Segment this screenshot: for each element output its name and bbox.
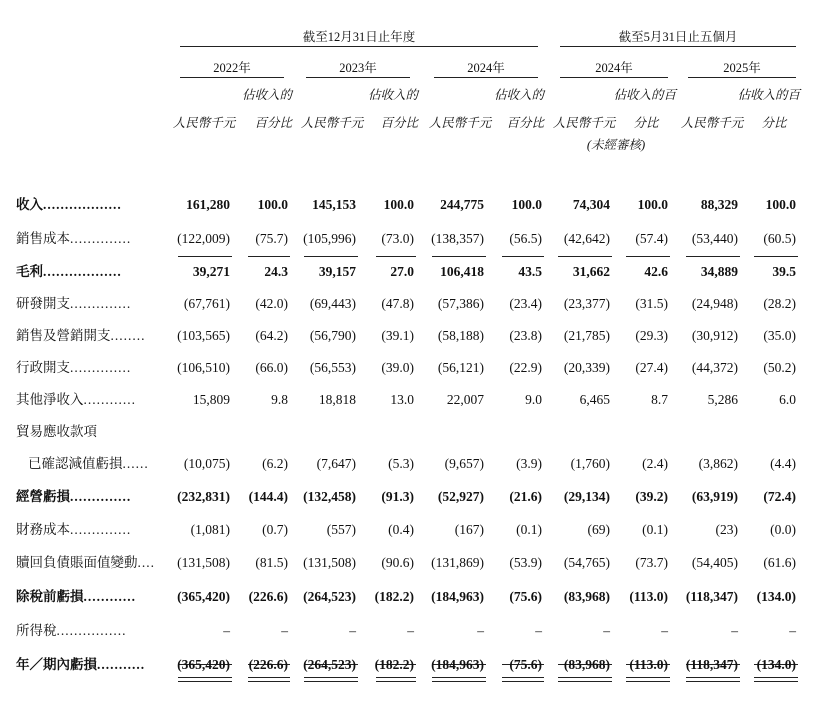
- row-label-leader: ......: [122, 456, 149, 471]
- year-header-2024: 2024年: [467, 61, 505, 75]
- table-cell: 22,007: [446, 392, 484, 407]
- table-cell: (66.0): [255, 360, 288, 375]
- table-cell: 106,418: [440, 264, 484, 279]
- table-cell: (131,508): [303, 555, 356, 570]
- unit-pct-2024-line1: 佔收入的: [494, 88, 545, 102]
- row-label-text: 銷售成本: [16, 231, 70, 246]
- table-cell: (138,357): [431, 231, 484, 246]
- table-cell: 100.0: [383, 197, 414, 212]
- table-cell: (182.2): [374, 657, 414, 672]
- table-cell: 39.5: [772, 264, 796, 279]
- table-cell: (53.9): [509, 555, 542, 570]
- row-label-text: 所得稅: [16, 623, 57, 638]
- table-cell: (103,565): [177, 328, 230, 343]
- table-cell: (83,968): [563, 589, 610, 604]
- table-cell: (20,339): [563, 360, 610, 375]
- table-cell: (4.4): [770, 456, 796, 471]
- table-cell: (23.8): [509, 328, 542, 343]
- year-header-2023: 2023年: [339, 61, 377, 75]
- unit-pct-2024-line2: 百分比: [506, 116, 544, 130]
- table-cell: (134.0): [756, 657, 796, 672]
- table-cell: (365,420): [177, 657, 230, 672]
- table-cell: 8.7: [651, 392, 668, 407]
- year-underline-2024: [434, 77, 538, 78]
- table-cell: 6,465: [579, 392, 610, 407]
- total-double-underline: [376, 677, 416, 678]
- table-cell: (29,134): [563, 489, 610, 504]
- subtotal-underline: [626, 256, 670, 257]
- total-double-underline: [558, 681, 612, 682]
- row-label: [16, 228, 131, 250]
- unit-pct-2024-five-months-line1: 佔收入的百: [613, 88, 676, 102]
- table-cell: (118,347): [685, 589, 738, 604]
- table-cell: (131,869): [431, 555, 484, 570]
- period-underline-full-year: [180, 46, 538, 47]
- row-label-text: 贖回負債賬面值變動: [16, 555, 138, 570]
- table-cell: (557): [326, 522, 356, 537]
- table-cell: (0.1): [642, 522, 668, 537]
- table-cell: (23.4): [509, 296, 542, 311]
- table-row: [0, 620, 831, 642]
- row-label-text: 除稅前虧損: [16, 589, 84, 604]
- table-cell: (56,121): [437, 360, 484, 375]
- subtotal-underline: [502, 256, 544, 257]
- row-label-text: 其他淨收入: [16, 392, 84, 407]
- table-cell: –: [603, 623, 610, 638]
- table-cell: 13.0: [390, 392, 414, 407]
- table-cell: –: [223, 623, 230, 638]
- table-cell: (106,510): [177, 360, 230, 375]
- table-row: [0, 586, 831, 608]
- table-cell: 161,280: [186, 197, 230, 212]
- subtotal-underline: [376, 256, 416, 257]
- table-cell: (7,647): [316, 456, 356, 471]
- table-cell: (21.6): [509, 489, 542, 504]
- table-row: [0, 293, 831, 315]
- table-cell: 145,153: [312, 197, 356, 212]
- table-cell: (182.2): [374, 589, 414, 604]
- total-double-underline: [178, 681, 232, 682]
- table-row: [0, 261, 831, 283]
- table-cell: (23): [715, 522, 738, 537]
- unit-rmb-2025: 人民幣千元: [680, 116, 744, 130]
- unit-rmb-2024: 人民幣千元: [428, 116, 492, 130]
- table-cell: 100.0: [765, 197, 796, 212]
- period-header-five-months: 截至5月31日止五個月: [618, 30, 738, 44]
- total-double-underline: [432, 681, 486, 682]
- table-cell: (131,508): [177, 555, 230, 570]
- table-row: [0, 389, 831, 411]
- row-label-leader: ........: [110, 328, 146, 343]
- table-cell: –: [407, 623, 414, 638]
- table-cell: –: [661, 623, 668, 638]
- row-label-text: 毛利: [16, 264, 43, 279]
- table-cell: 100.0: [637, 197, 668, 212]
- table-cell: 244,775: [440, 197, 484, 212]
- table-row: [0, 228, 831, 250]
- table-row: [0, 421, 831, 443]
- table-cell: (60.5): [763, 231, 796, 246]
- table-cell: (5.3): [388, 456, 414, 471]
- table-cell: (73.7): [635, 555, 668, 570]
- table-cell: (105,996): [303, 231, 356, 246]
- year-underline-2024-five-months: [560, 77, 668, 78]
- table-cell: (0.4): [388, 522, 414, 537]
- year-underline-2022: [180, 77, 284, 78]
- table-cell: (118,347): [685, 657, 738, 672]
- table-cell: (83,968): [563, 657, 610, 672]
- table-cell: (42.0): [255, 296, 288, 311]
- unit-pct-2023-line1: 佔收入的: [368, 88, 419, 102]
- table-cell: (35.0): [763, 328, 796, 343]
- table-cell: 9.8: [271, 392, 288, 407]
- table-cell: (3.9): [516, 456, 542, 471]
- table-cell: (27.4): [635, 360, 668, 375]
- unit-pct-2025-line1: 佔收入的百: [737, 88, 800, 102]
- row-label: [16, 293, 131, 315]
- row-label: [16, 389, 136, 411]
- table-cell: (144.4): [248, 489, 288, 504]
- table-cell: (9,657): [444, 456, 484, 471]
- table-cell: 5,286: [707, 392, 738, 407]
- table-cell: (63,919): [691, 489, 738, 504]
- table-cell: 42.6: [644, 264, 668, 279]
- table-row: [0, 552, 831, 574]
- table-cell: 100.0: [511, 197, 542, 212]
- total-double-underline: [502, 681, 544, 682]
- table-row: [0, 519, 831, 541]
- table-cell: (6.2): [262, 456, 288, 471]
- row-label-leader: ..............: [70, 296, 132, 311]
- table-cell: (67,761): [183, 296, 230, 311]
- table-cell: 100.0: [257, 197, 288, 212]
- row-label: [16, 357, 131, 379]
- row-label-text: 已確認減值虧損: [28, 456, 123, 471]
- table-cell: (2.4): [642, 456, 668, 471]
- subtotal-underline: [178, 256, 232, 257]
- table-row: [0, 357, 831, 379]
- unit-pct-2024-five-months-line2: 分比: [633, 116, 659, 130]
- unit-pct-2023-line2: 百分比: [380, 116, 418, 130]
- total-double-underline: [502, 677, 544, 678]
- table-cell: –: [535, 623, 542, 638]
- table-cell: (232,831): [177, 489, 230, 504]
- total-double-underline: [558, 677, 612, 678]
- row-label-leader: ..............: [70, 360, 132, 375]
- table-cell: (30,912): [691, 328, 738, 343]
- table-row: [0, 325, 831, 347]
- row-label: [16, 586, 136, 608]
- year-header-2022: 2022年: [213, 61, 251, 75]
- table-cell: (39.0): [381, 360, 414, 375]
- total-double-underline: [248, 681, 290, 682]
- table-cell: (29.3): [635, 328, 668, 343]
- table-cell: (54,765): [563, 555, 610, 570]
- row-label-text: 年／期內虧損: [16, 657, 97, 672]
- table-cell: (1,760): [570, 456, 610, 471]
- table-cell: (39.1): [381, 328, 414, 343]
- table-cell: (75.6): [509, 657, 542, 672]
- row-label: [16, 519, 131, 541]
- unit-pct-2022-line1: 佔收入的: [242, 88, 293, 102]
- row-label: [16, 421, 97, 443]
- table-cell: (50.2): [763, 360, 796, 375]
- table-cell: (113.0): [629, 657, 668, 672]
- row-label-text: 收入: [16, 197, 43, 212]
- unit-rmb-2022: 人民幣千元: [172, 116, 236, 130]
- table-cell: (56,553): [309, 360, 356, 375]
- table-row: [0, 654, 831, 676]
- total-double-underline: [754, 681, 798, 682]
- row-label: [16, 654, 145, 676]
- total-double-underline: [178, 677, 232, 678]
- table-cell: (134.0): [756, 589, 796, 604]
- table-cell: (90.6): [381, 555, 414, 570]
- table-cell: (0.0): [770, 522, 796, 537]
- row-label: [16, 261, 122, 283]
- table-cell: 34,889: [700, 264, 738, 279]
- table-cell: 39,271: [192, 264, 230, 279]
- unit-pct-2022-line2: 百分比: [254, 116, 292, 130]
- table-cell: 88,329: [700, 197, 738, 212]
- row-label-text: 貿易應收款項: [16, 424, 97, 439]
- table-row: [0, 453, 831, 475]
- row-label-text: 研發開支: [16, 296, 70, 311]
- total-double-underline: [248, 677, 290, 678]
- year-underline-2023: [306, 77, 410, 78]
- table-cell: (23,377): [563, 296, 610, 311]
- year-underline-2025: [688, 77, 796, 78]
- table-cell: (81.5): [255, 555, 288, 570]
- total-double-underline: [376, 681, 416, 682]
- table-cell: (57.4): [635, 231, 668, 246]
- row-label-text: 銷售及營銷開支: [16, 328, 111, 343]
- table-cell: (122,009): [177, 231, 230, 246]
- table-cell: (64.2): [255, 328, 288, 343]
- table-cell: (1,081): [190, 522, 230, 537]
- table-cell: 18,818: [318, 392, 356, 407]
- table-cell: 15,809: [192, 392, 230, 407]
- table-cell: (69): [587, 522, 610, 537]
- table-cell: 43.5: [518, 264, 542, 279]
- table-cell: (226.6): [248, 657, 288, 672]
- row-label-leader: ............: [83, 589, 136, 604]
- table-cell: (72.4): [763, 489, 796, 504]
- table-cell: (44,372): [691, 360, 738, 375]
- row-label-leader: ..............: [70, 522, 132, 537]
- row-label: [16, 194, 122, 216]
- row-label-leader: ...........: [97, 657, 146, 672]
- year-header-2025: 2025年: [723, 61, 761, 75]
- total-double-underline: [626, 681, 670, 682]
- total-double-underline: [686, 677, 740, 678]
- table-cell: (184,963): [431, 657, 484, 672]
- table-cell: –: [281, 623, 288, 638]
- row-label: [16, 620, 127, 642]
- row-label-leader: ..................: [43, 264, 122, 279]
- table-cell: 27.0: [390, 264, 414, 279]
- table-cell: (39.2): [635, 489, 668, 504]
- unit-rmb-2024-five-months: 人民幣千元: [552, 116, 616, 130]
- table-cell: (167): [454, 522, 484, 537]
- table-cell: (57,386): [437, 296, 484, 311]
- total-double-underline: [304, 681, 358, 682]
- row-label-leader: ..............: [70, 231, 132, 246]
- table-cell: 74,304: [572, 197, 610, 212]
- table-cell: –: [731, 623, 738, 638]
- table-cell: (61.6): [763, 555, 796, 570]
- year-header-2024-five-months: 2024年: [595, 61, 633, 75]
- total-double-underline: [686, 681, 740, 682]
- row-label: [28, 453, 149, 475]
- table-cell: (184,963): [431, 589, 484, 604]
- table-cell: (113.0): [629, 589, 668, 604]
- table-cell: 39,157: [318, 264, 356, 279]
- row-label-text: 經營虧損: [16, 489, 70, 504]
- total-double-underline: [754, 677, 798, 678]
- table-cell: (226.6): [248, 589, 288, 604]
- table-cell: 6.0: [779, 392, 796, 407]
- unaudited-note: (未經審核): [586, 138, 646, 152]
- row-label-leader: ............: [83, 392, 136, 407]
- table-row: [0, 194, 831, 216]
- row-label-leader: ................: [56, 623, 127, 638]
- table-cell: (42,642): [563, 231, 610, 246]
- row-label-leader: ..................: [43, 197, 122, 212]
- total-double-underline: [432, 677, 486, 678]
- table-cell: (22.9): [509, 360, 542, 375]
- row-label: [16, 325, 146, 347]
- row-label: [16, 552, 155, 574]
- table-cell: (3,862): [698, 456, 738, 471]
- table-cell: (28.2): [763, 296, 796, 311]
- subtotal-underline: [304, 256, 358, 257]
- row-label-leader: ....: [137, 555, 155, 570]
- table-cell: 24.3: [264, 264, 288, 279]
- period-header-full-year: 截至12月31日止年度: [302, 30, 416, 44]
- table-cell: (73.0): [381, 231, 414, 246]
- subtotal-underline: [754, 256, 798, 257]
- table-cell: (56.5): [509, 231, 542, 246]
- total-double-underline: [304, 677, 358, 678]
- row-label: [16, 486, 131, 508]
- table-cell: (47.8): [381, 296, 414, 311]
- table-cell: (54,405): [691, 555, 738, 570]
- table-cell: (56,790): [309, 328, 356, 343]
- subtotal-underline: [432, 256, 486, 257]
- table-cell: (0.7): [262, 522, 288, 537]
- table-row: [0, 486, 831, 508]
- table-cell: (69,443): [309, 296, 356, 311]
- table-cell: (75.6): [509, 589, 542, 604]
- table-cell: (132,458): [303, 489, 356, 504]
- unit-pct-2025-line2: 分比: [761, 116, 787, 130]
- table-cell: (75.7): [255, 231, 288, 246]
- table-cell: (264,523): [303, 657, 356, 672]
- table-cell: 9.0: [525, 392, 542, 407]
- table-cell: (24,948): [691, 296, 738, 311]
- table-cell: (31.5): [635, 296, 668, 311]
- row-label-text: 財務成本: [16, 522, 70, 537]
- subtotal-underline: [558, 256, 612, 257]
- table-cell: –: [477, 623, 484, 638]
- period-underline-five-months: [560, 46, 796, 47]
- row-label-leader: ..............: [70, 489, 132, 504]
- subtotal-underline: [686, 256, 740, 257]
- table-cell: (53,440): [691, 231, 738, 246]
- table-cell: (0.1): [516, 522, 542, 537]
- total-double-underline: [626, 677, 670, 678]
- table-cell: (58,188): [437, 328, 484, 343]
- unit-rmb-2023: 人民幣千元: [300, 116, 364, 130]
- table-cell: (91.3): [381, 489, 414, 504]
- table-cell: (264,523): [303, 589, 356, 604]
- table-cell: (10,075): [183, 456, 230, 471]
- table-cell: 31,662: [572, 264, 610, 279]
- table-cell: –: [789, 623, 796, 638]
- table-cell: (52,927): [437, 489, 484, 504]
- table-cell: (21,785): [563, 328, 610, 343]
- subtotal-underline: [248, 256, 290, 257]
- table-cell: (365,420): [177, 589, 230, 604]
- table-cell: –: [349, 623, 356, 638]
- row-label-text: 行政開支: [16, 360, 70, 375]
